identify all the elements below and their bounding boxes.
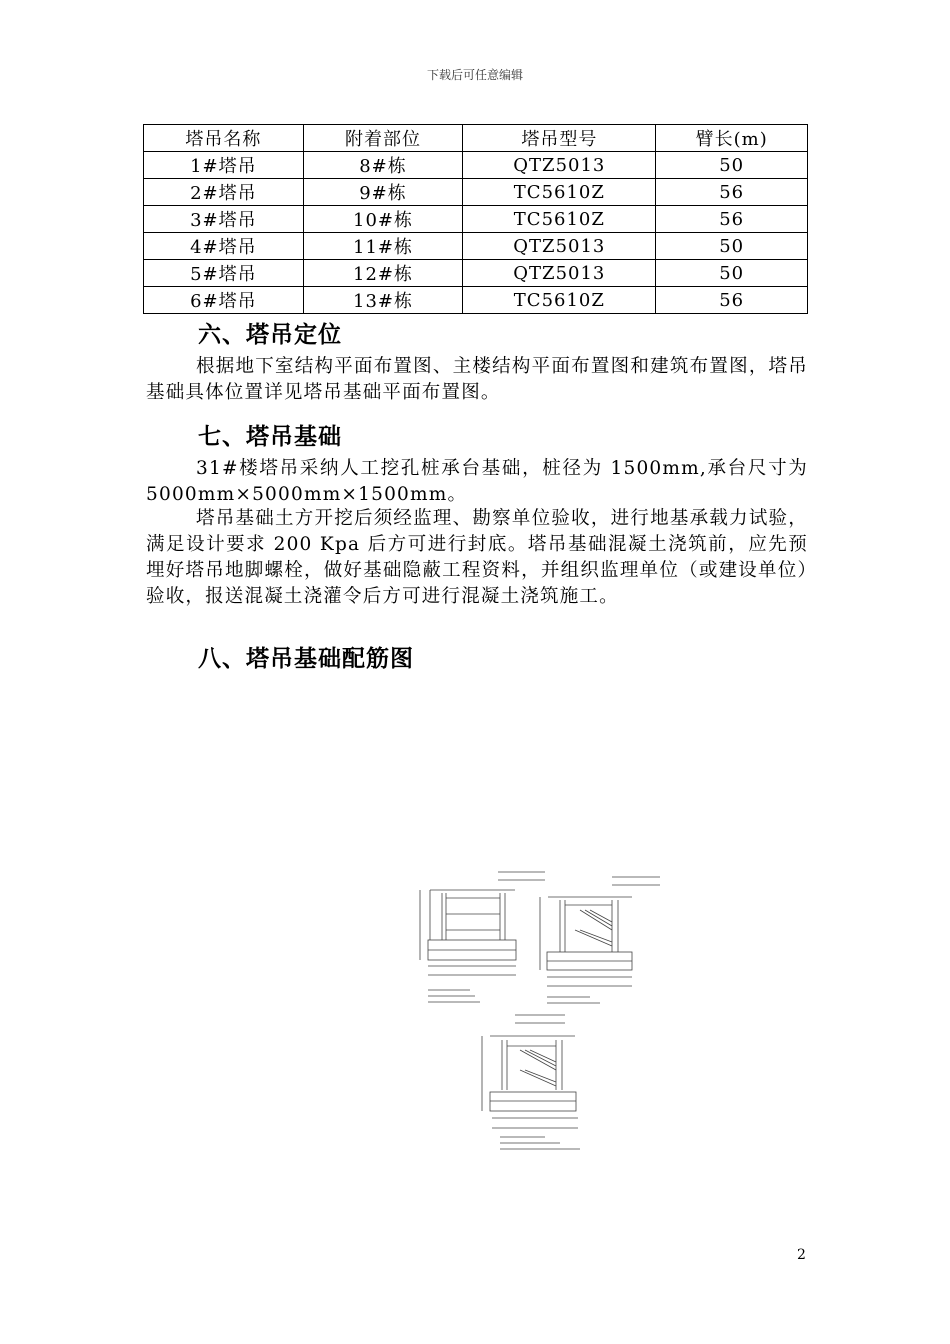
- table-cell: TC5610Z: [463, 206, 656, 233]
- table-cell: 50: [656, 233, 808, 260]
- section-drawing-2: [540, 877, 660, 1003]
- section-drawing-1: [420, 872, 545, 1002]
- page-number: 2: [797, 1247, 806, 1263]
- table-cell: 9#栋: [303, 179, 463, 206]
- table-cell: TC5610Z: [463, 287, 656, 314]
- section-7-paragraph-1: 31#楼塔吊采纳人工挖孔桩承台基础，桩径为 1500mm,承台尺寸为 5000mm×5000mm×1500mm。: [146, 458, 828, 505]
- section-8-heading: 八、塔吊基础配筋图: [198, 646, 414, 672]
- table-cell: QTZ5013: [463, 260, 656, 287]
- table-cell: 12#栋: [303, 260, 463, 287]
- column-header: 塔吊型号: [463, 125, 656, 152]
- section-7-heading: 七、塔吊基础: [198, 424, 342, 450]
- table-cell: 2#塔吊: [144, 179, 304, 206]
- section-drawing-3: [482, 1015, 580, 1149]
- table-cell: QTZ5013: [463, 152, 656, 179]
- section-7-paragraph-2: 塔吊基础土方开挖后须经监理、勘察单位验收，进行地基承载力试验，满足设计要求 200 Kpa 后方可进行封底。塔吊基础混凝土浇筑前，应先预埋好塔吊地脚螺栓，做好基础隐蔽工程资料，并组织监理单位（或建设单位）验收，报送混凝土浇灌令后方可进行混凝土浇筑施工。: [146, 508, 808, 607]
- table-cell: 50: [656, 260, 808, 287]
- table-cell: 50: [656, 152, 808, 179]
- table-cell: 6#塔吊: [144, 287, 304, 314]
- table-cell: 8#栋: [303, 152, 463, 179]
- table-cell: 5#塔吊: [144, 260, 304, 287]
- table-cell: 11#栋: [303, 233, 463, 260]
- table-cell: 1#塔吊: [144, 152, 304, 179]
- table-cell: 4#塔吊: [144, 233, 304, 260]
- table-cell: 56: [656, 287, 808, 314]
- page-header: 下载后可任意编辑: [426, 68, 523, 82]
- section-6-heading: 六、塔吊定位: [198, 322, 342, 348]
- table-cell: 13#栋: [303, 287, 463, 314]
- table-cell: 10#栋: [303, 206, 463, 233]
- column-header: 附着部位: [303, 125, 463, 152]
- table-cell: 56: [656, 179, 808, 206]
- table-cell: TC5610Z: [463, 179, 656, 206]
- table-cell: 56: [656, 206, 808, 233]
- table-cell: QTZ5013: [463, 233, 656, 260]
- column-header: 臂长(m): [656, 125, 808, 152]
- section-6-paragraph: 根据地下室结构平面布置图、主楼结构平面布置图和建筑布置图，塔吊基础具体位置详见塔吊基础平面布置图。: [146, 356, 808, 403]
- column-header: 塔吊名称: [144, 125, 304, 152]
- table-cell: 3#塔吊: [144, 206, 304, 233]
